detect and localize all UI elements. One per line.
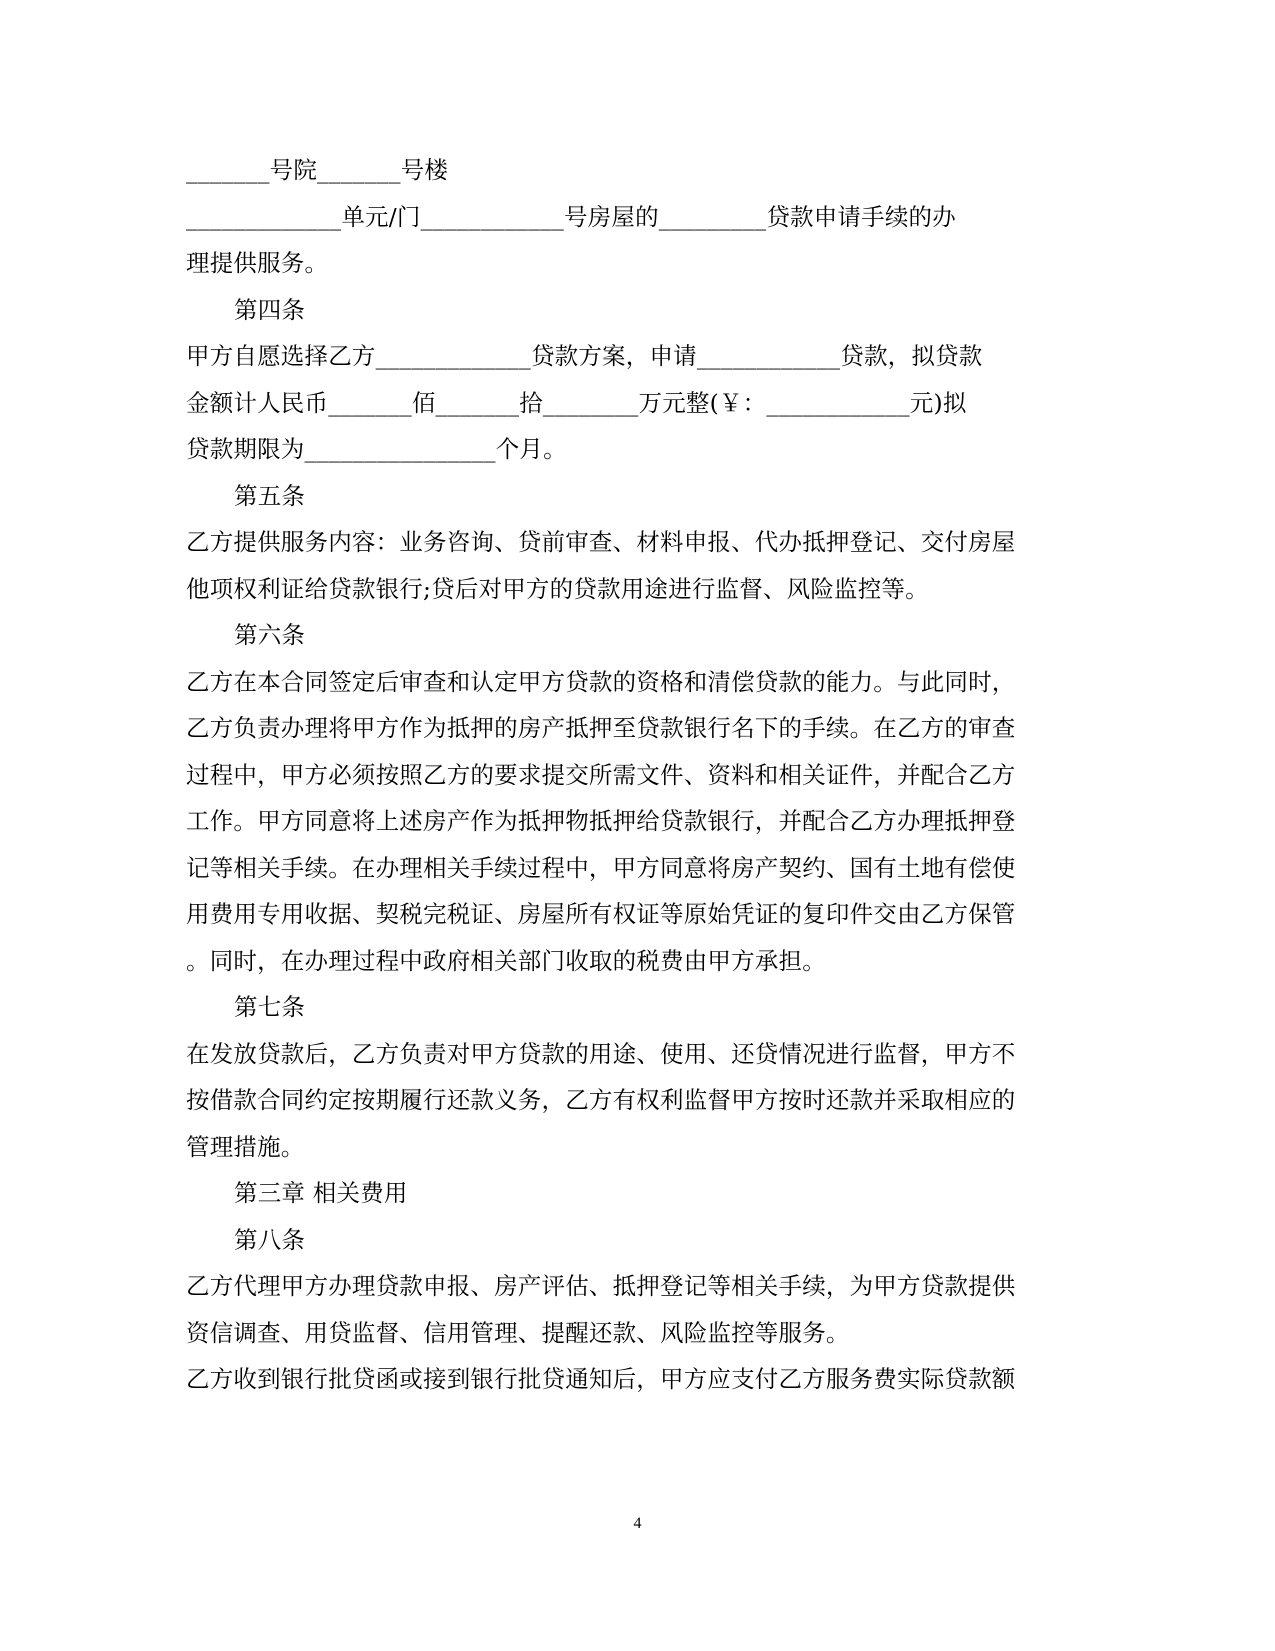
chapter-heading-3: 第三章 相关费用 [234,1179,408,1207]
text-line-unit: _____________单元/门____________号房屋的_________贷款申请手续的办 [186,203,956,231]
text-line: 管理措施。 [186,1133,305,1161]
article-heading-5: 第五条 [234,482,306,510]
text-line: 乙方提供服务内容：业务咨询、贷前审查、材料申报、代办抵押登记、交付房屋 [186,528,1016,556]
text-line: 在发放贷款后，乙方负责对甲方贷款的用途、使用、还贷情况进行监督，甲方不 [186,1040,1016,1068]
text-line: 按借款合同约定按期履行还款义务，乙方有权利监督甲方按时还款并采取相应的 [186,1086,1016,1114]
text-line: 资信调查、用贷监督、信用管理、提醒还款、风险监控等服务。 [186,1319,850,1347]
text-line: 用费用专用收据、契税完税证、房屋所有权证等原始凭证的复印件交由乙方保管 [186,900,1016,928]
text-line: 过程中，甲方必须按照乙方的要求提交所需文件、资料和相关证件，并配合乙方 [186,761,1016,789]
text-line: 乙方在本合同签定后审查和认定甲方贷款的资格和清偿贷款的能力。与此同时， [186,668,1016,696]
text-line: 记等相关手续。在办理相关手续过程中，甲方同意将房产契约、国有土地有偿使 [186,854,1016,882]
text-line: 。同时，在办理过程中政府相关部门收取的税费由甲方承担。 [186,947,826,975]
article-heading-7: 第七条 [234,993,306,1021]
text-line: 乙方负责办理将甲方作为抵押的房产抵押至贷款银行名下的手续。在乙方的审查 [186,714,1016,742]
text-line: 甲方自愿选择乙方_____________贷款方案，申请____________贷款，拟贷款 [186,342,983,370]
text-line-address: _______号院_______号楼 [186,156,449,184]
article-heading-4: 第四条 [234,296,306,324]
text-line: 金额计人民币_______佰_______拾________万元整(￥：____________元)拟 [186,389,967,417]
text-line: 贷款期限为________________个月。 [186,435,567,463]
text-line: 乙方代理甲方办理贷款申报、房产评估、抵押登记等相关手续，为甲方贷款提供 [186,1272,1016,1300]
page-number: 4 [633,1515,642,1532]
text-line: 工作。甲方同意将上述房产作为抵押物抵押给贷款银行，并配合乙方办理抵押登 [186,807,1016,835]
text-line: 理提供服务。 [186,249,329,277]
article-heading-6: 第六条 [234,621,306,649]
text-line: 他项权利证给贷款银行;贷后对甲方的贷款用途进行监督、风险监控等。 [186,575,929,603]
text-line: 乙方收到银行批贷函或接到银行批贷通知后，甲方应支付乙方服务费实际贷款额 [186,1365,1016,1393]
article-heading-8: 第八条 [234,1226,306,1254]
